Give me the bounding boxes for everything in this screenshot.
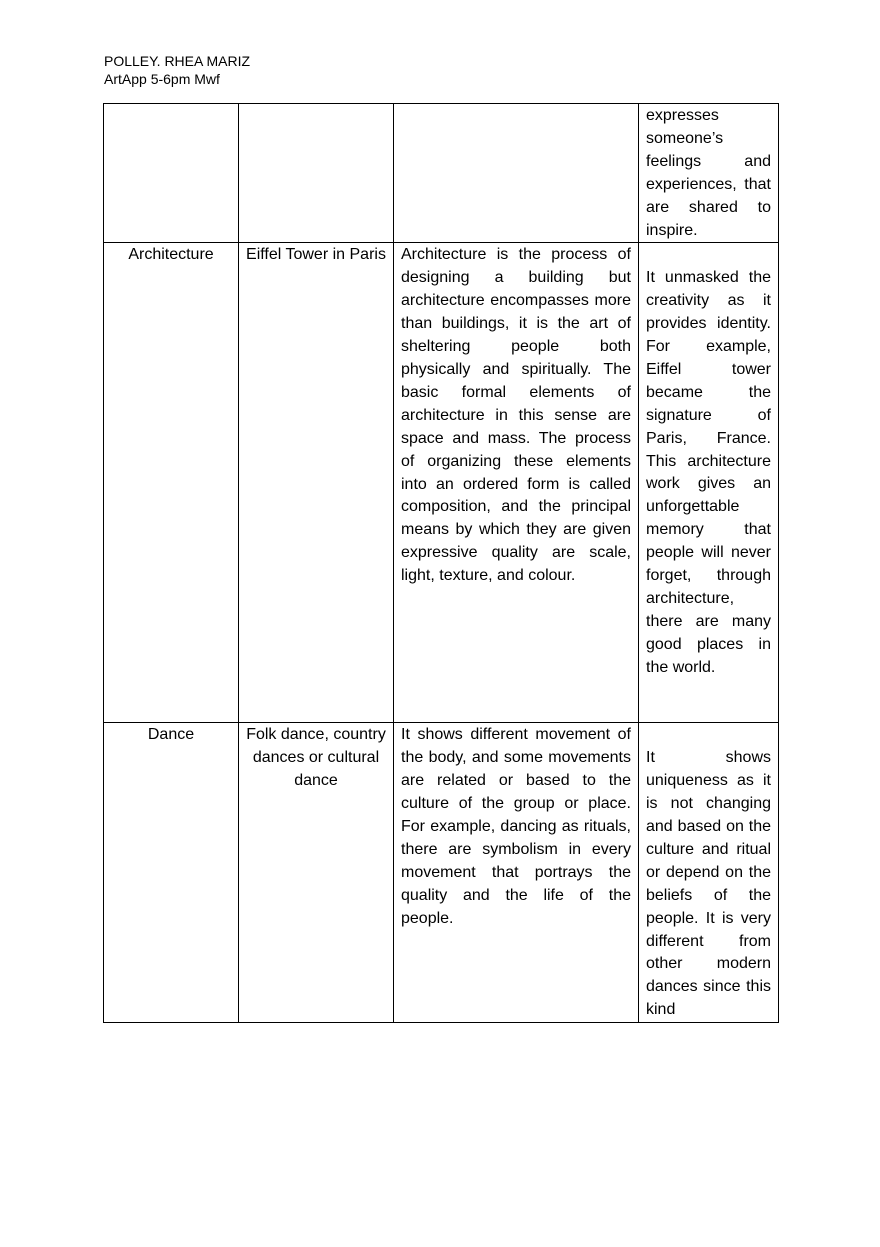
example-cell: Folk dance, country dances or cultural dance xyxy=(239,723,394,1023)
impact-cell: expresses someone’s feelings and experiences, that are shared to inspire. xyxy=(639,104,779,243)
table-row xyxy=(104,104,779,243)
description-cell: Architecture is the process of designing a building but architecture encompasses more than buildings, it is the art of sheltering people both physically and spiritually. The basic formal elements of architecture in this sense are space and mass. The process of organizing these elements into an ordered form is called composition, and the principal means by which they are given expressive quality are scale, light, texture, and colour. xyxy=(394,243,639,723)
author-name: POLLEY. RHEA MARIZ xyxy=(104,53,251,69)
table-row xyxy=(104,243,779,723)
impact-text: It unmasked the creativity as it provides identity. For example, Eiffel tower became the signature of Paris, France. This architecture work gives an unforgettable memory that people will never forget, through architecture, there are many good places in the world. xyxy=(646,269,771,676)
spacer xyxy=(646,724,771,747)
page-header xyxy=(104,52,250,88)
arts-table xyxy=(103,103,779,1023)
spacer xyxy=(646,244,771,267)
example-cell: Eiffel Tower in Paris xyxy=(239,243,394,723)
art-form-cell: Dance xyxy=(104,723,239,1023)
example-cell xyxy=(239,104,394,243)
impact-cell xyxy=(639,723,779,1023)
description-cell xyxy=(394,104,639,243)
class-schedule: ArtApp 5-6pm Mwf xyxy=(104,71,220,87)
art-form-cell: Architecture xyxy=(104,243,239,723)
description-cell: It shows different movement of the body, and some movements are related or based to the culture of the group or place. For example, dancing as rituals, there are symbolism in every movement that portrays the quality and the life of the people. xyxy=(394,723,639,1023)
table-row xyxy=(104,723,779,1023)
art-form-cell xyxy=(104,104,239,243)
impact-text: It shows uniqueness as it is not changing and based on the culture and ritual or depend on the beliefs of the people. It is very different from other modern dances since this kind xyxy=(646,749,771,1019)
impact-cell xyxy=(639,243,779,723)
